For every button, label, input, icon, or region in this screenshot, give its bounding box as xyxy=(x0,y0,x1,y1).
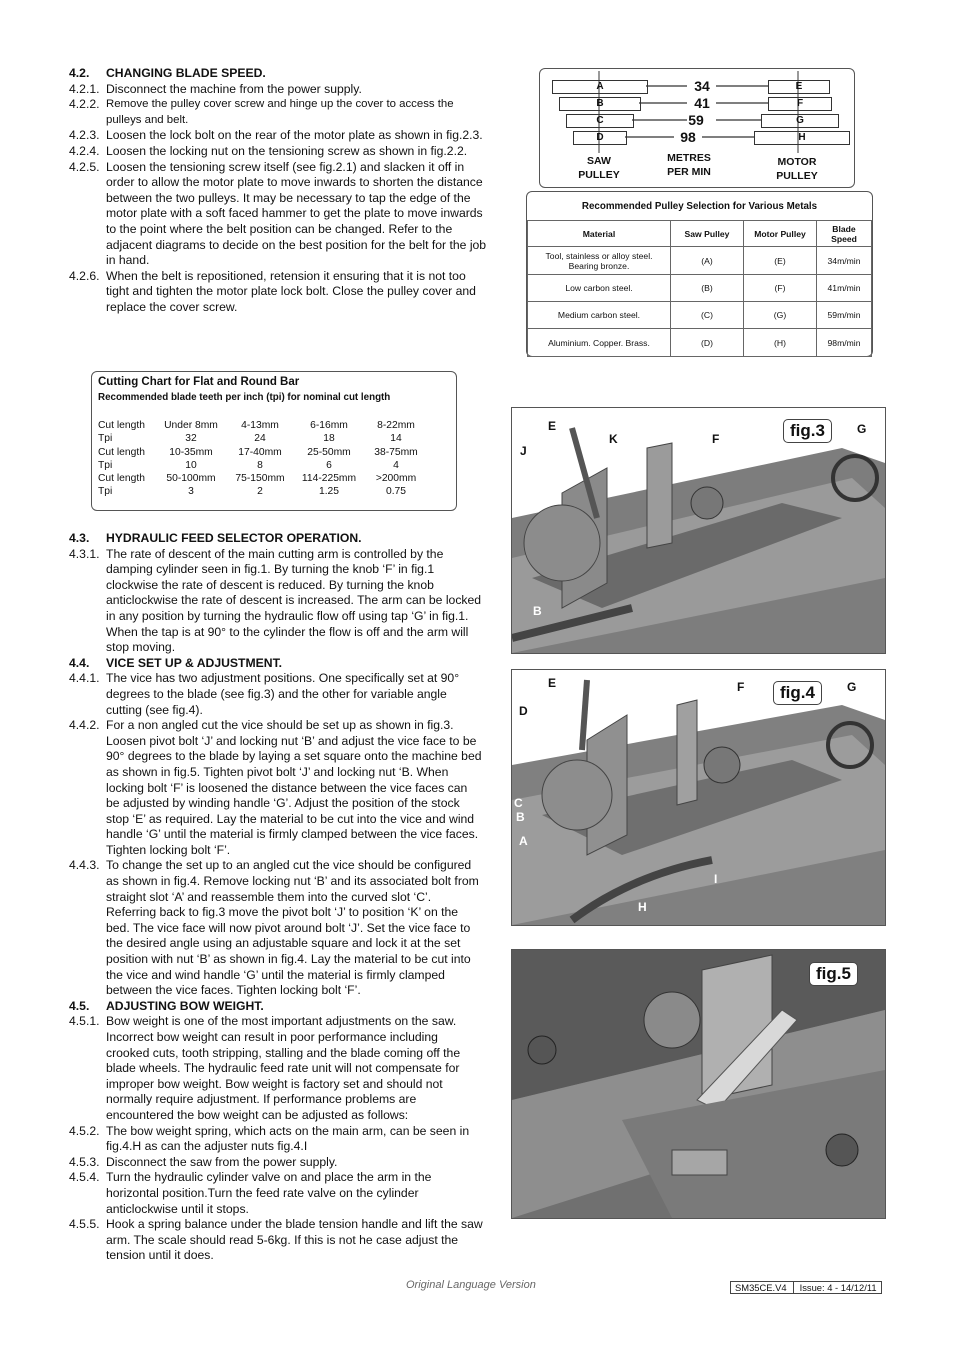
cutting-chart-subtitle: Recommended blade teeth per inch (tpi) for nominal cut length xyxy=(98,392,391,403)
fig3-illustration xyxy=(512,408,885,653)
list-item: 4.5.4. Turn the hydraulic cylinder valve on and place the arm in the horizontal position.Turn the feed rate valve on the cylinder anticlockwise until it stops. xyxy=(69,1170,432,1216)
table-row: Tool, stainless or alloy steel. Bearing bronze. (A) (E) 34m/min xyxy=(528,247,872,275)
saw-pulley-step-b: B xyxy=(559,97,641,111)
list-item: 4.4.1. The vice has two adjustment positions. One specifically set at 90° degrees to the blade (see fig.3) and the other for variable angle cutting (see fig.4). xyxy=(69,671,460,717)
list-item: 4.5.1. Bow weight is one of the most important adjustments on the saw. Incorrect bow weight can result in poor performance including crooked cuts, tooth stripping, stalling and the blade coming off the blade wheels. The hydraulic feed rate unit will not compensate for improper bow weight. Bow weight is factory set and should not normally require adjustment. If performance problems are encountered the bow weight can be adjusted as follows: xyxy=(69,1014,461,1122)
speed-value: 98 xyxy=(680,129,696,145)
callout-e: E xyxy=(548,676,557,690)
callout-f: F xyxy=(712,432,720,446)
speed-value: 59 xyxy=(688,112,704,128)
table-title: Recommended Pulley Selection for Various Metals xyxy=(581,201,818,212)
section-heading: 4.5. ADJUSTING BOW WEIGHT. xyxy=(69,998,264,1013)
saw-pulley-step-d: D xyxy=(573,131,627,145)
callout-e: E xyxy=(548,419,557,433)
callout-g: G xyxy=(847,680,857,694)
list-item: 4.5.3. Disconnect the saw from the power supply. xyxy=(69,1154,338,1169)
list-item: 4.3.1. The rate of descent of the main cutting arm is controlled by the damping cylinder seen in fig.1. By turning the knob ‘F’ in fig.1 clockwise the rate of descent is reduced. By turning the knob anticlockwise the rate of descent is increased. The arm can be locked in any position by turning the hydraulic flow off using tap ‘G’ in fig.1. When the tap is at 90° to the cylinder the flow is off and the arm will stop moving. xyxy=(69,546,482,655)
list-item: 4.2.6. When the belt is repositioned, retension it ensuring that it is not too tight and tighten the motor plate lock bolt. Close the pulley cover and replace the cover screw. xyxy=(69,268,476,314)
speed-value: 41 xyxy=(694,95,710,111)
motor-pulley-label: MOTOR PULLEY xyxy=(776,156,818,182)
cutting-chart-title: Cutting Chart for Flat and Round Bar xyxy=(98,376,300,388)
motor-pulley-step-h: H xyxy=(754,131,850,145)
fig3-photo xyxy=(511,407,886,654)
motor-pulley-step-g: G xyxy=(761,114,839,128)
fig5-label: fig.5 xyxy=(809,962,858,986)
list-item: 4.5.5. Hook a spring balance under the blade tension handle and lift the saw arm. The scale should read 5-6kg. If this is not he case adjust the tension until it does. xyxy=(69,1217,483,1263)
motor-pulley-step-f: F xyxy=(768,97,832,111)
section-heading: 4.4. VICE SET UP & ADJUSTMENT. xyxy=(69,655,283,670)
callout-j: J xyxy=(520,444,527,458)
fig3-label: fig.3 xyxy=(783,419,832,443)
saw-pulley-label: SAW PULLEY xyxy=(578,155,620,181)
list-item: 4.4.3. To change the set up to an angled cut the vice should be configured as shown in fig.4. Remove locking nut ‘B’ and its associated bolt from straight slot ‘A’ and reassemble them into the curved slot ‘C’. Referring back to fig.3 move the pivot bolt ‘J’ to position ‘K’ on the bed. The vice face will now pivot around bolt ‘J’. Set the vice face to the desired angle using an adjustable square and lock it at the set position with nut ‘B’ as shown in fig.4. Lay the material to be cut into the vice and wind handle ‘G’ until the material is firmly clamped between the vice faces. Tighten locking bolt ‘F’. xyxy=(69,858,479,998)
list-item: 4.2.5. Loosen the tensioning screw itself (see fig.2.1) and slacken it off in order to allow the motor plate to move inwards to shorten the distance between the two pulleys. It may be necessary to tap the edge of the motor plate with a soft faced hammer to get the plate to move inwards to the point where the belt position can be changed. Refer to the adjacent diagrams to decide on the best position for the belt for the job in hand. xyxy=(69,159,487,268)
fig5-illustration xyxy=(512,950,885,1218)
footer-language-note: Original Language Version xyxy=(406,1279,536,1291)
section-4-2 xyxy=(69,66,491,316)
section-heading: 4.3. HYDRAULIC FEED SELECTOR OPERATION. xyxy=(69,531,362,545)
cutting-chart xyxy=(91,371,457,511)
list-item: 4.2.3. Loosen the lock bolt on the rear of the motor plate as shown in fig.2.3. xyxy=(69,128,483,143)
cutting-chart-grid: Cut length Under 8mm 4-13mm 6-16mm 8-22mm Tpi 32 24 18 14 Cut length 10-35mm 17-40mm 25-50mm 38-75mm Tpi 10 8 6 4 Cut length 50-100mm 75-150mm 114-225mm >200mm Tpi 3 2 1.25 0.75 xyxy=(98,420,418,498)
fig4-label: fig.4 xyxy=(773,681,822,705)
callout-a: A xyxy=(519,834,528,848)
list-item: 4.2.2. Remove the pulley cover screw and hinge up the cover to access the pulleys and belt. xyxy=(69,97,454,126)
pulley-selection-table xyxy=(526,191,873,357)
callout-h: H xyxy=(638,900,647,914)
pulley-diagram xyxy=(539,68,855,188)
fig5-photo xyxy=(511,949,886,1219)
callout-k: K xyxy=(609,432,618,446)
callout-i: I xyxy=(714,872,718,886)
callout-b: B xyxy=(516,810,525,824)
section-heading: 4.2. CHANGING BLADE SPEED. xyxy=(69,66,266,80)
metres-per-min-label: METRES PER MIN xyxy=(667,152,711,178)
pulley-table-grid xyxy=(527,220,872,357)
table-header-row: Material Saw Pulley Motor Pulley Blade Speed xyxy=(528,221,872,247)
list-item: 4.2.1. Disconnect the machine from the power supply. xyxy=(69,81,362,96)
saw-pulley-step-a: A xyxy=(552,80,648,94)
sections-4-3-to-4-5 xyxy=(69,531,483,1264)
table-row: Aluminium. Copper. Brass. (D) (H) 98m/min xyxy=(528,329,872,357)
speed-value: 34 xyxy=(694,78,710,94)
fig4-illustration xyxy=(512,670,885,925)
callout-d: D xyxy=(519,704,528,718)
list-item: 4.2.4. Loosen the locking nut on the tensioning screw as shown in fig.2.2. xyxy=(69,143,468,158)
list-item: 4.4.2. For a non angled cut the vice should be set up as shown in fig.3. Loosen pivot bolt ‘J’ and locking nut ‘B’ and adjust the vice face to be 90° degrees to the blade by laying a set square onto the machine bed as shown in fig.5. Tighten pivot bolt ‘J’ and locking nut ‘B. When locking bolt ‘F’ is loosened the distance between the vice faces can be adjusted by winding handle ‘G’. Adjust the position of the stock stop ‘E’ as required. Lay the material to be cut into the vice and wind handle ‘G’ until the material is firmly clamped between the vice faces. Tighten locking bolt ‘F’. xyxy=(69,718,482,857)
fig4-photo xyxy=(511,669,886,926)
callout-b: B xyxy=(533,604,542,618)
callout-g: G xyxy=(857,422,867,436)
table-row: Low carbon steel. (B) (F) 41m/min xyxy=(528,275,872,302)
motor-pulley-step-e: E xyxy=(768,80,830,94)
table-row: Medium carbon steel. (C) (G) 59m/min xyxy=(528,302,872,329)
saw-pulley-step-c: C xyxy=(566,114,634,128)
callout-c: C xyxy=(514,796,523,810)
list-item: 4.5.2. The bow weight spring, which acts on the main arm, can be seen in fig.4.H as can the adjuster nuts fig.4.I xyxy=(69,1123,470,1154)
document-code: SM35CE.V4 Issue: 4 - 14/12/11 xyxy=(730,1281,882,1294)
callout-f: F xyxy=(737,680,745,694)
